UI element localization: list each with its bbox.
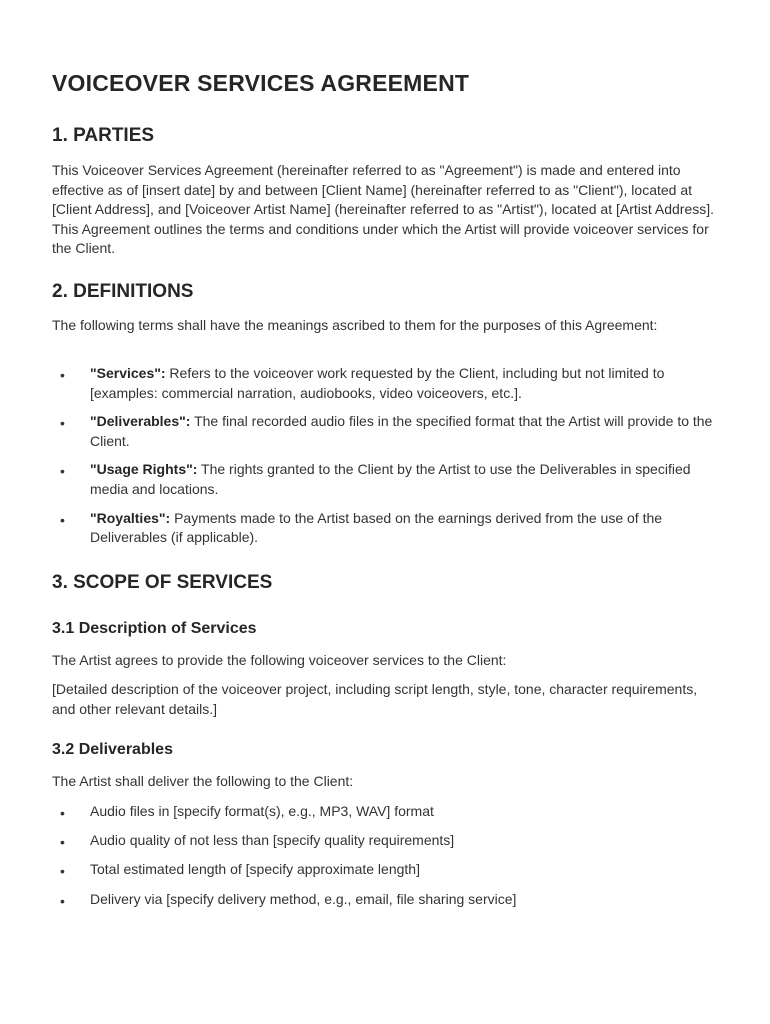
list-item: [52, 364, 722, 403]
list-item: [52, 460, 722, 499]
bullet-icon: •: [60, 834, 65, 851]
deliverable-text: Total estimated length of [specify approximate length]: [90, 861, 420, 878]
definition-term: "Deliverables":: [90, 413, 191, 430]
deliverable-text: Audio quality of not less than [specify quality requirements]: [90, 832, 455, 849]
bullet-icon: •: [60, 511, 65, 528]
section-heading-definitions: 2. DEFINITIONS: [52, 281, 194, 302]
deliverable-text: Delivery via [specify delivery method, e.g., email, file sharing service]: [90, 890, 517, 907]
bullet-icon: •: [60, 367, 65, 383]
list-item: [52, 831, 722, 851]
definition-text: The rights granted to the Client by the Artist to use the Deliverables in specified media and locations.: [90, 461, 691, 497]
bullet-icon: •: [60, 463, 65, 480]
subsection-heading-description: 3.1 Description of Services: [52, 620, 257, 637]
list-item: [52, 802, 722, 822]
description-detail: [Detailed description of the voiceover project, including script length, style, tone, character requirements, and other relevant details.]: [52, 681, 698, 717]
definition-text: The final recorded audio files in the specified format that the Artist will provide to the Client.: [90, 413, 713, 449]
bullet-icon: •: [60, 892, 65, 909]
deliverables-list: [52, 802, 722, 919]
bullet-icon: •: [60, 805, 65, 821]
bullet-icon: •: [60, 863, 65, 880]
list-item: [52, 412, 722, 451]
definition-text: Refers to the voiceover work requested by the Client, including but not limited to [examples: commercial narration, audiobooks, video voiceovers, etc.].: [90, 365, 665, 401]
definition-text: Payments made to the Artist based on the earnings derived from the use of the Deliverables (if applicable).: [90, 509, 663, 546]
definition-term: "Royalties":: [90, 509, 171, 526]
deliverables-intro: The Artist shall deliver the following to the Client:: [52, 773, 354, 789]
bullet-icon: •: [60, 415, 65, 432]
subsection-heading-deliverables: 3.2 Deliverables: [52, 741, 173, 758]
section-heading-scope: 3. SCOPE OF SERVICES: [52, 572, 273, 593]
definitions-intro: The following terms shall have the meanings ascribed to them for the purposes of this Agreement:: [52, 317, 658, 333]
document-title: VOICEOVER SERVICES AGREEMENT: [52, 70, 470, 96]
list-item: [52, 509, 722, 548]
list-item: [52, 860, 722, 880]
definition-term: "Services":: [90, 365, 166, 381]
deliverable-text: Audio files in [specify format(s), e.g., MP3, WAV] format: [90, 803, 434, 819]
definition-term: "Usage Rights":: [90, 461, 198, 478]
definitions-list: [52, 364, 722, 557]
description-intro: The Artist agrees to provide the following voiceover services to the Client:: [52, 652, 507, 668]
section-heading-parties: 1. PARTIES: [52, 125, 155, 146]
parties-paragraph: This Voiceover Services Agreement (hereinafter referred to as "Agreement") is made and entered into effective as of [insert date] by and between [Client Name] (hereinafter referred to as "Client"), located at [Client Address], and [Voiceover Artist Name] (hereinafter referred to as "Artist"), located at [Artist Address]. This Agreement outlines the terms and conditions under which the Artist will provide voiceover services for the Client.: [52, 162, 715, 257]
list-item: [52, 890, 722, 910]
